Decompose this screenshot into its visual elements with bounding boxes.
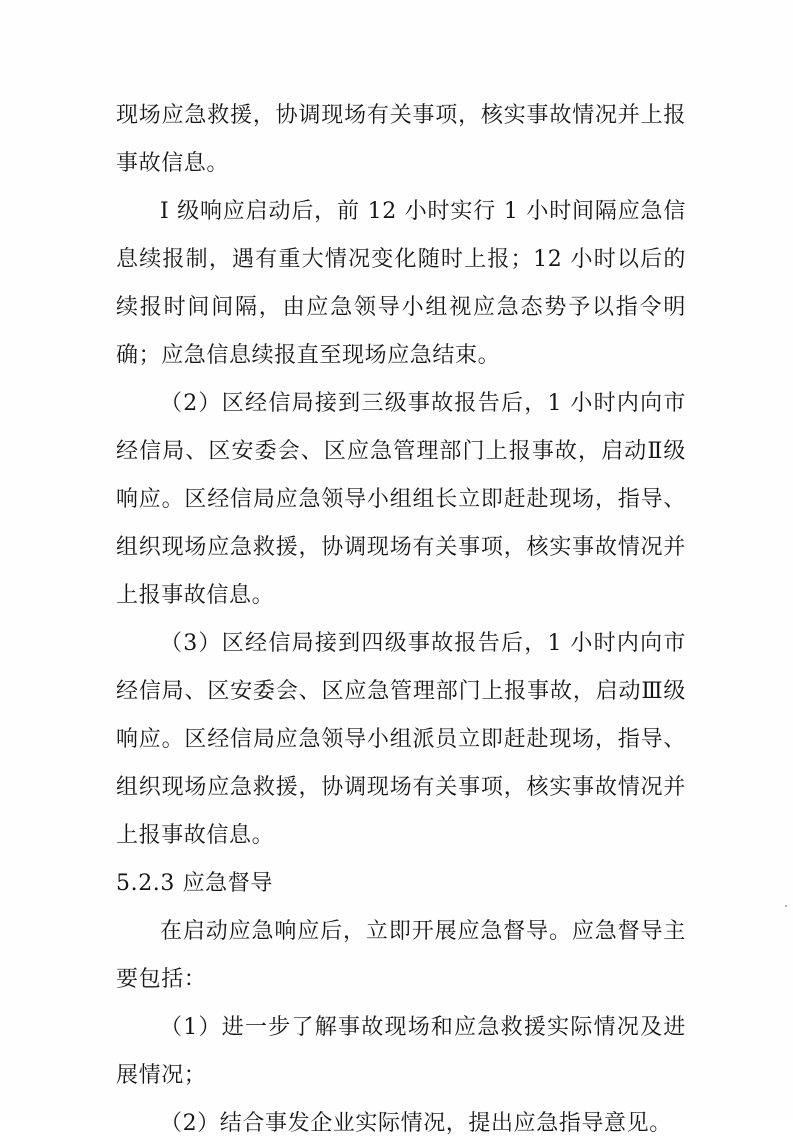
section-heading: 5.2.3 应急督导 (116, 871, 273, 896)
paragraph-supervision-item-2: （2）结合事发企业实际情况，提出应急指导意见。 (160, 1111, 672, 1136)
document-body (116, 92, 686, 1148)
paragraph-supervision-item-1: （1）进一步了解事故现场和应急救援实际情况及进展情况； (116, 1015, 686, 1088)
paragraph-supervision-intro: 在启动应急响应后，立即开展应急督导。应急督导主要包括： (116, 919, 686, 992)
paragraph-level-two-response: （2）区经信局接到三级事故报告后，1 小时内向市经信局、区安委会、区应急管理部门上报事故，启动Ⅱ级响应。区经信局应急领导小组组长立即赶赴现场，指导、组织现场应急救援，协调现场有关事项，核实事故情况并上报事故信息。 (116, 391, 686, 608)
paragraph-level-one-response: I 级响应启动后，前 12 小时实行 1 小时间隔应急信息续报制，遇有重大情况变化随时上报；12 小时以后的续报时间间隔，由应急领导小组视应急态势予以指令明确；应急信息续报直至现场应急结束。 (116, 199, 686, 368)
paragraph-continuation: 现场应急救援，协调现场有关事项，核实事故情况并上报事故信息。 (116, 103, 686, 176)
paragraph-level-three-response: （3）区经信局接到四级事故报告后，1 小时内向市经信局、区安委会、区应急管理部门上报事故，启动Ⅲ级响应。区经信局应急领导小组派员立即赶赴现场，指导、组织现场应急救援，协调现场有关事项，核实事故情况并上报事故信息。 (116, 631, 686, 848)
scan-artifact-dot (785, 905, 787, 907)
